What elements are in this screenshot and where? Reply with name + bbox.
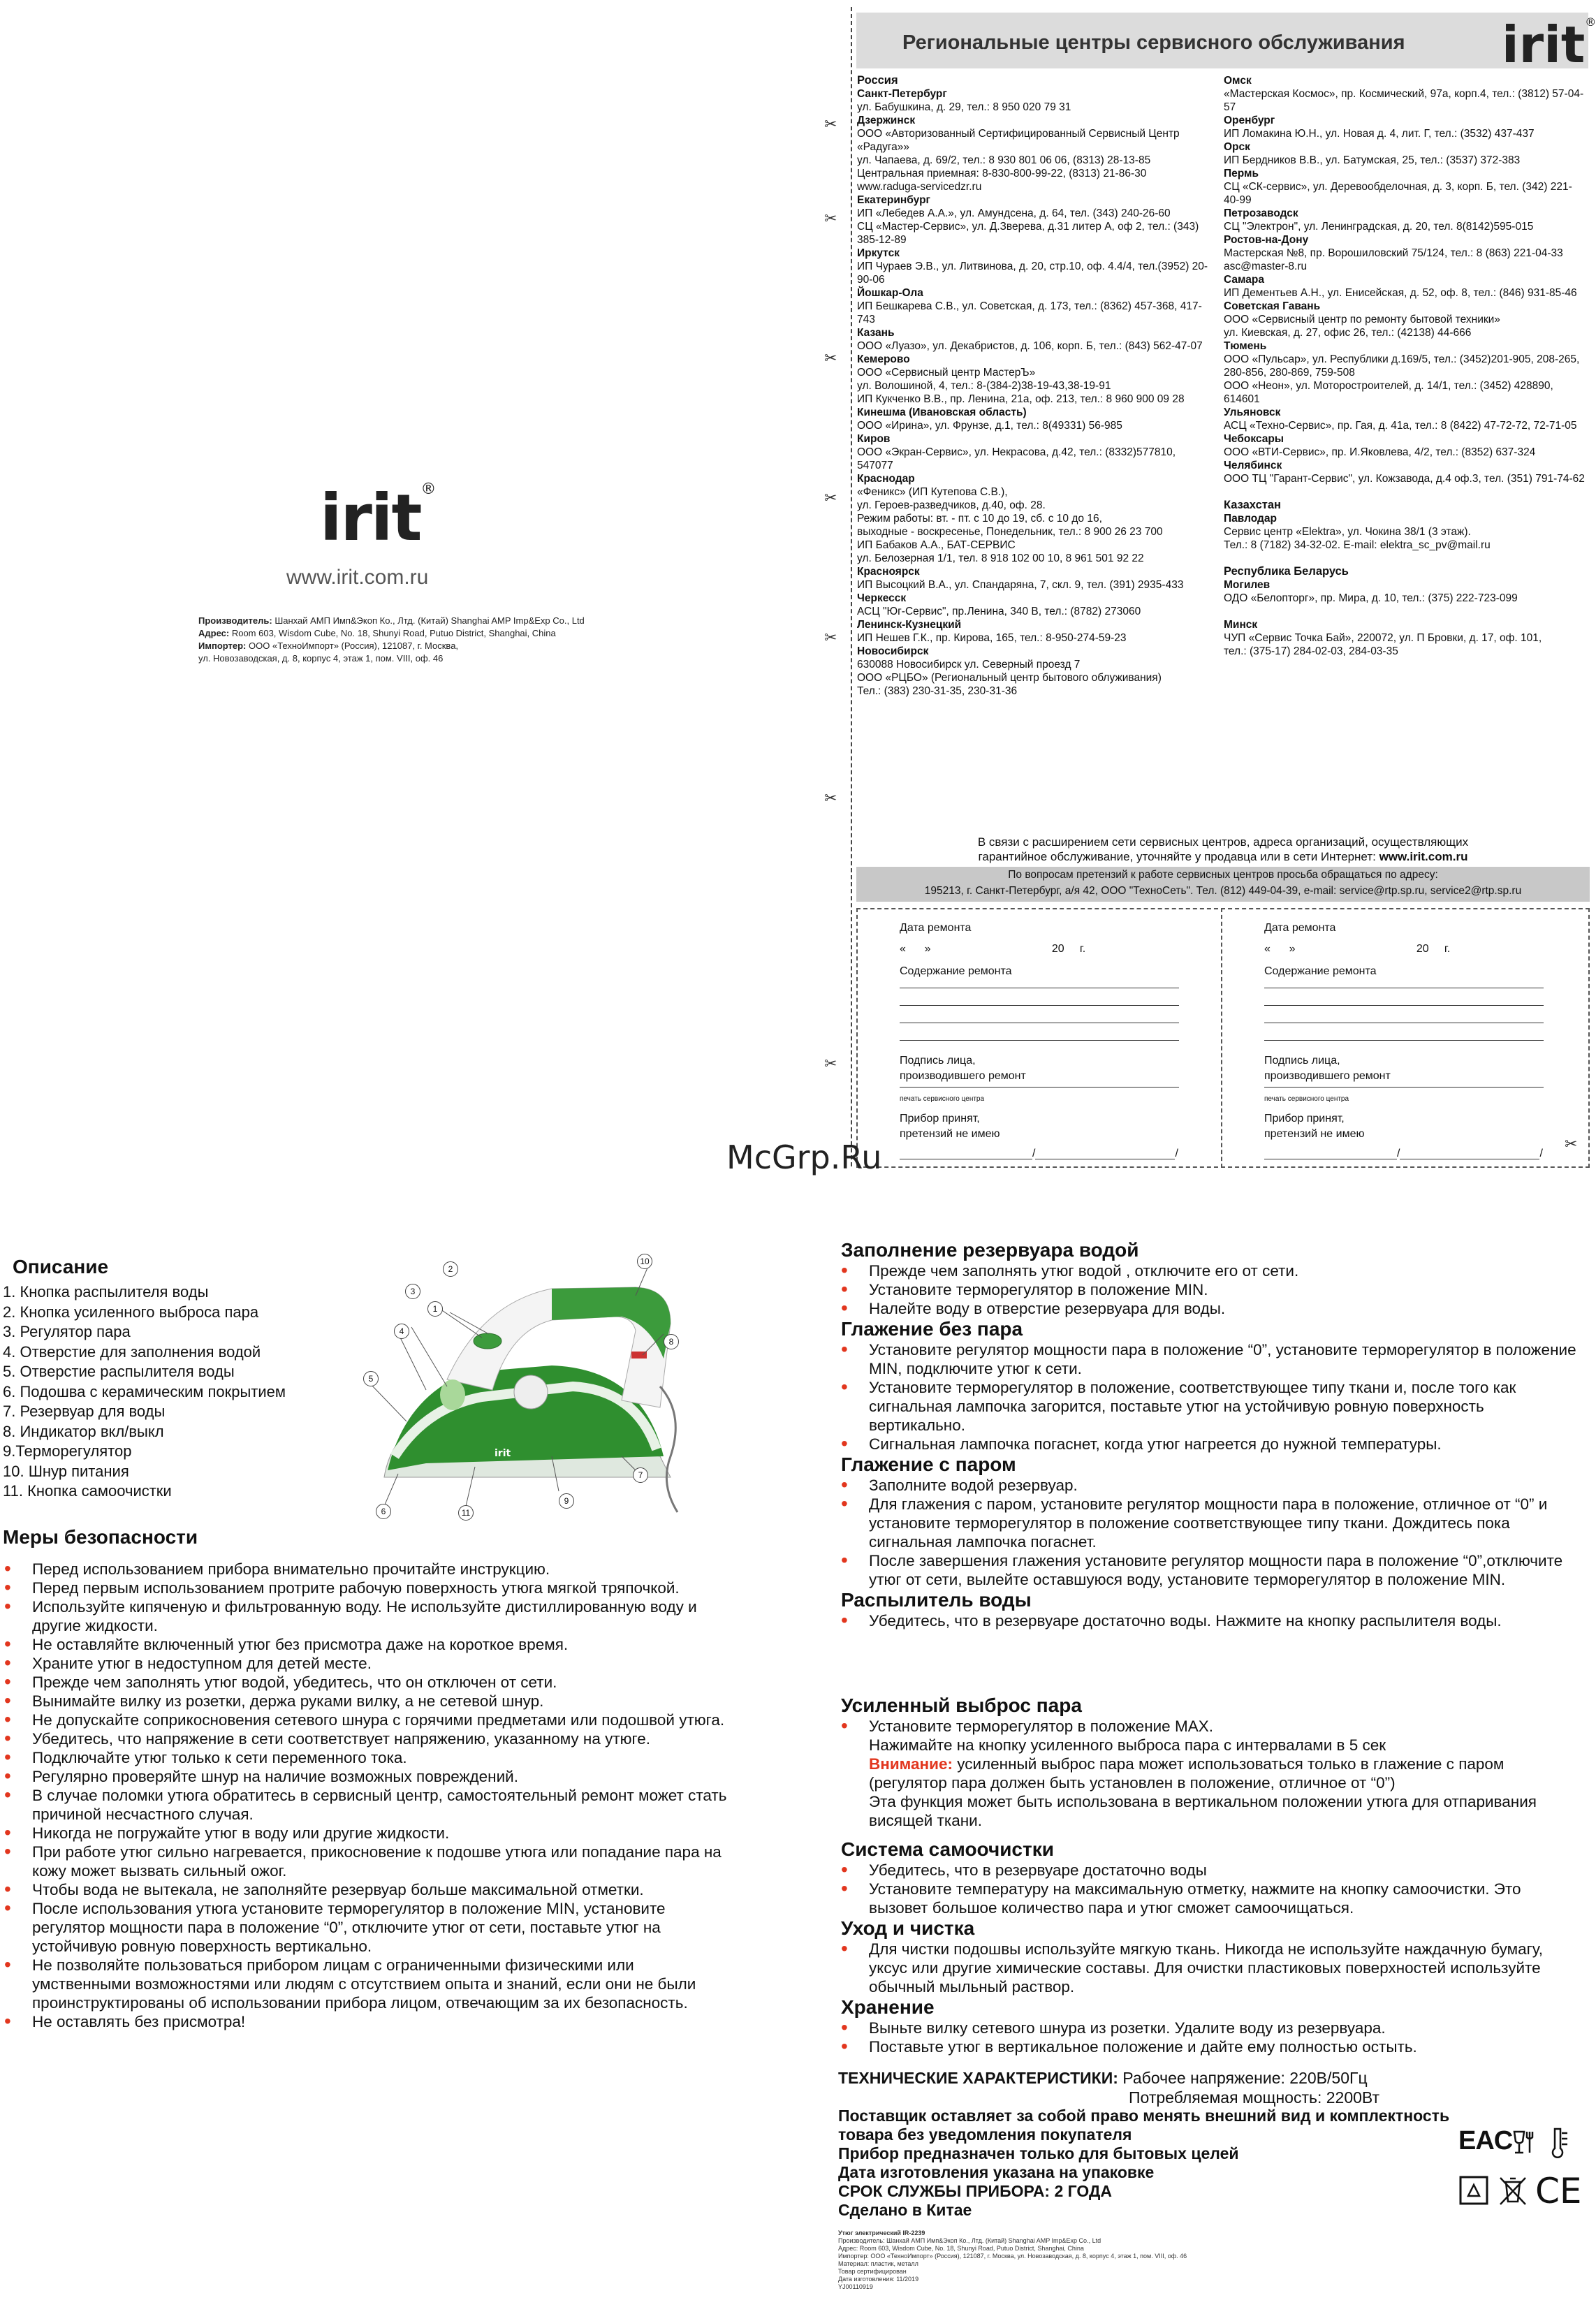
description-item: 9.Терморегулятор — [3, 1442, 132, 1460]
label-line: Товар сертифицирован — [838, 2268, 907, 2275]
coupon-line — [900, 981, 1179, 988]
coupon-sign-label: Подпись лица, — [900, 1055, 976, 1067]
boost-line: Нажимайте на кнопку усиленного выброса пара с интервалами в 5 сек — [869, 1736, 1386, 1754]
section-item: • Установите терморегулятор в положение, соответствующее типу ткани и, после того как сигнальная лампочка загорится, поставьте утюг на устойчивую ровную поверхность вертикально. — [838, 1378, 1579, 1435]
service-entry: «Мастерская Космос», пр. Космический, 97а, корп.4, тел.: (3812) 57-04-57 — [1224, 88, 1584, 113]
notice-line: товара без уведомления покупателя — [838, 2125, 1132, 2144]
service-entry: Тел.: 8 (7182) 34-32-02. E-mail: elektra_sc_pv@mail.ru — [1224, 539, 1491, 551]
safety-item: • Регулярно проверяйте шнур на наличие возможных повреждений. — [1, 1767, 728, 1786]
service-entry: ИП Бердников В.В., ул. Батумская, 25, тел.: (3537) 372-383 — [1224, 154, 1521, 166]
coupon-accept: претензий не имею — [1264, 1128, 1365, 1140]
service-entry: АСЦ «Техно-Сервис», пр. Гая, д. 41а, тел.: 8 (8422) 47-72-72, 72-71-05 — [1224, 420, 1577, 432]
service-city: Орск — [1224, 141, 1250, 153]
service-entry: ООО «Экран-Сервис», ул. Некрасова, д.42, тел.: (8332)577810, 547077 — [857, 446, 1176, 471]
service-city: Советская Гавань — [1224, 300, 1321, 312]
coupon-line — [900, 1016, 1179, 1023]
service-entry: СЦ "Электрон", ул. Ленинградская, д. 20, тел. 8(8142)595-015 — [1224, 221, 1534, 233]
service-note — [856, 835, 1590, 864]
service-entry: СЦ «Мастер-Сервис», ул. Д.Зверева, д.31 литер А, оф 2, тел.: (343) 385-12-89 — [857, 221, 1199, 246]
coupon-date-label: Дата ремонта — [1264, 922, 1336, 934]
safety-item: • Подключайте утюг только к сети переменного тока. — [1, 1748, 728, 1767]
service-entry: ООО ТЦ "Гарант-Сервис", ул. Кожзавода, д.4 оф.3, тел. (351) 791-74-62 — [1224, 473, 1585, 485]
callout-number: 2 — [443, 1261, 458, 1277]
section-list — [838, 2019, 1579, 2056]
service-entry: ООО «Сервисный центр по ремонту бытовой техники» — [1224, 314, 1500, 325]
manufacturer-label: Импортер: — [198, 640, 247, 651]
specs-label: ТЕХНИЧЕСКИЕ ХАРАКТЕРИСТИКИ: — [838, 2069, 1118, 2087]
power-cord — [660, 1386, 678, 1512]
service-entry: ИП Бешкарева С.В., ул. Советская, д. 173, тел.: (8362) 457-368, 417-743 — [857, 300, 1202, 325]
service-city: Екатеринбург — [857, 194, 930, 206]
service-entry: ИП Нешев Г.К., пр. Кирова, 165, тел.: 8-950-274-59-23 — [857, 632, 1127, 644]
notice-line: СРОК СЛУЖБЫ ПРИБОРА: 2 ГОДА — [838, 2182, 1112, 2200]
coupon-line — [900, 1087, 1179, 1088]
service-city: Кинешма (Ивановская область) — [857, 407, 1027, 418]
safety-item: • После использования утюга установите терморегулятор в положение MIN, установите регулятор мощности пара в положение “0”, отключите утюг от сети, поставьте утюг на устойчивую ровную поверхность вертикально. — [1, 1899, 728, 1956]
thermometer-icon — [1544, 2126, 1572, 2160]
description-item: 10. Шнур питания — [3, 1462, 129, 1480]
callout-number: 7 — [633, 1467, 648, 1483]
recycle-box-icon — [1458, 2175, 1489, 2206]
safety-item: • Не оставляйте включенный утюг без присмотра даже на короткое время. — [1, 1635, 728, 1654]
service-entry: ООО «РЦБО» (Региональный центр бытового облуживания) — [857, 672, 1162, 684]
section-title: Хранение — [841, 1996, 935, 2018]
coupon-stamp-label: печать сервисного центра — [900, 1095, 985, 1103]
service-city: Ульяновск — [1224, 407, 1281, 418]
warning-text: усиленный выброс пара может использоваться только в глажение с паром (регулятор пара должен быть установлен в положение, отличное от “0”) — [869, 1755, 1505, 1792]
coupon-divider — [1221, 908, 1222, 1168]
service-country: Россия — [857, 74, 898, 87]
service-entry: СЦ «СК-сервис», ул. Деревообделочная, д. 3, корп. Б, тел. (342) 221-40-99 — [1224, 181, 1572, 206]
coupon-content-label: Содержание ремонта — [1264, 965, 1377, 977]
eac-mark: EAC — [1458, 2126, 1513, 2155]
section-title: Глажение с паром — [841, 1453, 1016, 1475]
section-item: • Установите терморегулятор в положение MIN. — [838, 1280, 1579, 1299]
coupon-accept: претензий не имею — [900, 1128, 1000, 1140]
service-country: Республика Беларусь — [1224, 565, 1349, 578]
coupon-slash: / — [1397, 1148, 1400, 1159]
specs-voltage — [838, 2069, 1368, 2088]
iron-illustration — [342, 1247, 705, 1533]
section-title: Заполнение резервуара водой — [841, 1239, 1139, 1261]
service-city: Дзержинск — [857, 115, 916, 126]
service-entry: ул. Волошиной, 4, тел.: 8-(384-2)38-19-43,38-19-91 — [857, 380, 1111, 392]
service-city: Челябинск — [1224, 460, 1282, 471]
label-line: Материал: пластик, металл — [838, 2260, 918, 2267]
safety-item: • Используйте кипяченую и фильтрованную воду. Не используйте дистиллированную воду и другие жидкости. — [1, 1597, 728, 1635]
service-city: Оренбург — [1224, 115, 1275, 126]
safety-item: • Убедитесь, что напряжение в сети соответствует напряжению, указанному на утюге. — [1, 1729, 728, 1748]
coupon-left — [900, 921, 1193, 1162]
coupon-slash: / — [1175, 1148, 1178, 1159]
section-list — [838, 1611, 1579, 1630]
service-entry: ООО «Луазо», ул. Декабристов, д. 106, корп. Б, тел.: (843) 562-47-07 — [857, 340, 1203, 352]
section-item: • Прежде чем заполнять утюг водой , отключите его от сети. — [838, 1261, 1579, 1280]
service-city: Казань — [857, 327, 895, 339]
notices — [838, 2107, 1537, 2220]
safety-item: • В случае поломки утюга обратитесь в сервисный центр, самостоятельный ремонт может стать причиной несчастного случая. — [1, 1786, 728, 1824]
warning-label: Внимание: — [869, 1755, 953, 1773]
section-list — [838, 1340, 1579, 1453]
service-entry: ОДО «Белопторг», пр. Мира, д. 10, тел.: (375) 222-723-099 — [1224, 592, 1518, 604]
section-item: • Сигнальная лампочка погаснет, когда утюг нагреется до нужной температуры. — [838, 1435, 1579, 1453]
service-entry: ИП Дементьев А.Н., ул. Енисейская, д. 52, оф. 8, тел.: (846) 931-85-46 — [1224, 287, 1577, 299]
service-entry: ООО «Пульсар», ул. Республики д.169/5, тел.: (3452)201-905, 208-265, — [1224, 353, 1580, 365]
callout-number: 6 — [376, 1504, 391, 1519]
safety-item: • Не позволяйте пользоваться прибором лицам с ограниченными физическими или умственными возможностями или людям с отсутствием опыта и знаний, если они не были проинструктированы об использовании прибора лицом, отвечающим за их безопасность. — [1, 1956, 728, 2012]
manufacturer-line — [198, 627, 590, 640]
manufacturer-label: Адрес: — [198, 628, 230, 638]
service-list-left — [857, 74, 1213, 698]
service-entry: Сервис центр «Elektra», ул. Чокина 38/1 (3 этаж). — [1224, 526, 1471, 538]
service-entry: ООО «Сервисный центр МастерЪ» — [857, 367, 1036, 379]
glass-fork-icon — [1509, 2129, 1537, 2157]
boost-line: • Установите терморегулятор в положение MAX. — [838, 1717, 1579, 1736]
description-item: 2. Кнопка усиленного выброса пара — [3, 1303, 259, 1321]
label-line: YJ00110919 — [838, 2283, 873, 2290]
service-entry: ООО «ВТИ-Сервис», пр. И.Яковлева, 4/2, тел.: (8352) 637-324 — [1224, 446, 1536, 458]
coupon-sign-label: производившего ремонт — [1264, 1070, 1391, 1082]
service-entry: 280-856, 280-869, 759-508 — [1224, 367, 1355, 379]
coupon-stamp-label: печать сервисного центра — [1264, 1095, 1349, 1103]
brand-logo: irit® — [320, 481, 435, 555]
service-city: Йошкар-Ола — [857, 287, 923, 299]
coupon-sign-label: Подпись лица, — [1264, 1055, 1340, 1067]
service-city: Ростов-на-Дону — [1224, 234, 1309, 246]
section-item: • После завершения глажения установите регулятор мощности пара в положение “0”,отключите утюг от сети, вылейте оставшуюся воду, установите терморегулятор в положение MIN. — [838, 1551, 1579, 1589]
service-entry: ООО «Авторизованный Сертифицированный Сервисный Центр «Радуга»» — [857, 128, 1180, 153]
callout-number: 11 — [458, 1505, 474, 1521]
service-entry: ул. Белозерная 1/1, тел. 8 918 102 00 10, 8 961 501 92 22 — [857, 552, 1144, 564]
service-city: Иркутск — [857, 247, 900, 259]
service-entry: ИП Бабаков А.А., БАТ-СЕРВИС — [857, 539, 1016, 551]
section-list — [838, 1940, 1579, 1996]
service-entry: ул. Чапаева, д. 69/2, тел.: 8 930 801 06 06, (8313) 28-13-85 — [857, 154, 1151, 166]
manufacturer-label: Производитель: — [198, 615, 272, 626]
description-item: 8. Индикатор вкл/выкл — [3, 1422, 164, 1440]
section-list — [838, 1861, 1579, 1917]
callout-number: 5 — [363, 1371, 379, 1386]
service-entry: ООО «Ирина», ул. Фрунзе, д.1, тел.: 8(49331) 56-985 — [857, 420, 1122, 432]
callout-number: 1 — [427, 1301, 443, 1317]
coupon-accept: Прибор принят, — [1264, 1113, 1345, 1125]
manufacturer-text: ООО «ТехноИмпорт» (Россия), 121087, г. Москва, — [249, 640, 459, 651]
power-indicator — [631, 1352, 647, 1359]
instruction-sections — [838, 1239, 1579, 1630]
service-entry: ИП Чураев Э.В., ул. Литвинова, д. 20, стр.10, оф. 4.4/4, тел.(3952) 20-90-06 — [857, 261, 1208, 286]
brand-url: www.irit.com.ru — [286, 566, 429, 589]
description-title: Описание — [13, 1256, 109, 1277]
coupon-line — [900, 998, 1179, 1006]
safety-item: • При работе утюг сильно нагревается, прикосновение к подошве утюга или попадание пара на кожу может вызвать сильный ожог. — [1, 1843, 728, 1880]
cut-line — [851, 7, 852, 1166]
service-entry: выходные - воскресенье, Понедельник, тел.: 8 900 26 23 700 — [857, 526, 1163, 538]
service-title: Региональные центры сервисного обслуживания — [902, 31, 1405, 54]
coupon-date-line: « » 20 г. — [1264, 943, 1451, 955]
safety-title: Меры безопасности — [3, 1526, 198, 1548]
service-entry: тел.: (375-17) 284-02-03, 284-03-35 — [1224, 645, 1398, 657]
section-item: • Налейте воду в отверстие резервуара для воды. — [838, 1299, 1579, 1318]
manufacturer-line — [198, 615, 590, 627]
service-entry: ул. Героев-разведчиков, д.40, оф. 28. — [857, 499, 1046, 511]
section-title: Глажение без пара — [841, 1318, 1023, 1340]
section-list — [838, 1476, 1579, 1589]
section-item: • Убедитесь, что в резервуаре достаточно воды. Нажмите на кнопку распылителя воды. — [838, 1611, 1579, 1630]
watermark: McGrp.Ru — [726, 1138, 882, 1176]
description-item: 7. Резервуар для воды — [3, 1403, 166, 1420]
manufacturer-line — [198, 640, 590, 652]
steam-regulator — [514, 1375, 548, 1409]
coupon-sign-label: производившего ремонт — [900, 1070, 1026, 1082]
safety-item: • Перед первым использованием протрите рабочую поверхность утюга мягкой тряпочкой. — [1, 1579, 728, 1597]
fill-hole — [440, 1379, 465, 1410]
safety-item: • Не допускайте соприкосновения сетевого шнура с горячими предметами или подошвой утюга. — [1, 1711, 728, 1729]
service-entry: ул. Бабушкина, д. 29, тел.: 8 950 020 79 31 — [857, 101, 1071, 113]
service-logo: irit® — [1502, 15, 1596, 74]
coupon-line — [1264, 1146, 1397, 1159]
product-label — [838, 2229, 1229, 2291]
scissors-icon: ✂ — [824, 789, 837, 807]
description-item: 11. Кнопка самоочистки — [3, 1482, 172, 1500]
section-list — [838, 1261, 1579, 1318]
service-city: Омск — [1224, 75, 1252, 87]
safety-item: • Чтобы вода не вытекала, не заполняйте резервуар больше максимальной отметки. — [1, 1880, 728, 1899]
manufacturer-line — [198, 652, 590, 665]
label-line: Адрес: Room 603, Wisdom Cube, No. 18, Shunyi Road, Putuo District, Shanghai, China — [838, 2245, 1084, 2252]
service-city: Пермь — [1224, 168, 1259, 180]
service-city: Ленинск-Кузнецкий — [857, 619, 962, 631]
specs-voltage-value: Рабочее напряжение: 220В/50Гц — [1118, 2069, 1368, 2087]
spacer — [1224, 552, 1586, 565]
service-entry: Тел.: (383) 230-31-35, 230-31-36 — [857, 685, 1018, 697]
service-entry: ИП Высоцкий В.А., ул. Спандаряна, 7, скл. 9, тел. (391) 2935-433 — [857, 579, 1184, 591]
service-city: Черкесск — [857, 592, 907, 604]
notice-line: Прибор предназначен только для бытовых целей — [838, 2144, 1239, 2162]
service-city: Тюмень — [1224, 340, 1267, 352]
notice-line: Сделано в Китае — [838, 2201, 972, 2219]
boost-body — [838, 1717, 1579, 1830]
service-city: Самара — [1224, 274, 1264, 286]
service-note-url[interactable]: www.irit.com.ru — [1379, 850, 1468, 863]
coupon-line — [1035, 1146, 1175, 1159]
coupon-line — [1264, 1087, 1544, 1088]
service-entry: ИП Ломакина Ю.Н., ул. Новая д. 4, лит. Г, тел.: (3532) 437-437 — [1224, 128, 1535, 140]
specs-power: Потребляемая мощность: 2200Вт — [1129, 2088, 1380, 2107]
safety-item: • Перед использованием прибора внимательно прочитайте инструкцию. — [1, 1560, 728, 1579]
service-entry: asc@master-8.ru — [1224, 261, 1308, 272]
safety-item: • Прежде чем заполнять утюг водой, убедитесь, что он отключен от сети. — [1, 1673, 728, 1692]
section-item: • Заполните водой резервуар. — [838, 1476, 1579, 1495]
callout-number: 10 — [637, 1254, 652, 1269]
label-line: Импортер: ООО «ТехноИмпорт» (Россия), 121087, г. Москва, ул. Новозаводская, д. 8, корпус 4, этаж 1, пом. VIII, оф. 46 — [838, 2253, 1187, 2260]
coupon-line — [1264, 981, 1544, 988]
service-city: Новосибирск — [857, 645, 929, 657]
service-city: Красноярск — [857, 566, 920, 578]
service-city: Могилев — [1224, 579, 1271, 591]
section-item: • Убедитесь, что в резервуаре достаточно воды — [838, 1861, 1579, 1880]
service-note-line2: гарантийное обслуживание, уточняйте у продавца или в сети Интернет: — [978, 850, 1379, 863]
notice-line: Дата изготовления указана на упаковке — [838, 2163, 1155, 2181]
instruction-sections-2 — [838, 1838, 1579, 2056]
service-city: Минск — [1224, 619, 1258, 631]
coupon-content-label: Содержание ремонта — [900, 965, 1012, 977]
boost-section — [838, 1694, 1579, 1830]
coupon-slash: / — [1539, 1148, 1543, 1159]
service-entry: ЧУП «Сервис Точка Бай», 220072, ул. П Бровки, д. 17, оф. 101, — [1224, 632, 1542, 644]
callout-number: 8 — [664, 1334, 679, 1349]
safety-item: • Не оставлять без присмотра! — [1, 2012, 728, 2031]
section-item: • Установите температуру на максимальную отметку, нажмите на кнопку самоочистки. Это вызовет большое количество пара и утюг сможет самоочищаться. — [838, 1880, 1579, 1917]
section-item: • Установите регулятор мощности пара в положение “0”, установите терморегулятор в положение MIN, подключите утюг к сети. — [838, 1340, 1579, 1378]
coupon-date-label: Дата ремонта — [900, 922, 972, 934]
section-item: • Для глажения с паром, установите регулятор мощности пара в положение, отличное от “0” и установите терморегулятор в положение соответствующее типу ткани. Дождитесь пока сигнальная лампочка погаснет. — [838, 1495, 1579, 1551]
registered-mark: ® — [420, 481, 435, 498]
description-item: 5. Отверстие распылителя воды — [3, 1363, 235, 1380]
service-city: Чебоксары — [1224, 433, 1284, 445]
scissors-icon: ✂ — [824, 210, 837, 227]
service-entry: АСЦ "Юг-Сервис", пр.Ленина, 340 В, тел.: (8782) 273060 — [857, 606, 1141, 617]
callout-number: 9 — [559, 1493, 574, 1509]
safety-list — [1, 1560, 728, 2031]
coupon-signature-row — [1264, 1146, 1558, 1162]
coupon-accept: Прибор принят, — [900, 1113, 980, 1125]
service-entry: ООО «Неон», ул. Моторостроителей, д. 14/1, тел.: (3452) 428890, 614601 — [1224, 380, 1553, 405]
label-line: Производитель: Шанхай АМП Имп&Экоп Ко., Лтд. (Китай) Shanghai AMP Imp&Exp Co., Ltd — [838, 2237, 1101, 2244]
service-entry: 630088 Новосибирск ул. Северный проезд 7 — [857, 659, 1081, 671]
spray-button — [474, 1333, 502, 1349]
section-title: Система самоочистки — [841, 1838, 1054, 1860]
section-title: Уход и чистка — [841, 1917, 975, 1939]
manufacturer-text: Шанхай АМП Имп&Экоп Ко., Лтд. (Китай) Shanghai AMP Imp&Exp Co., Ltd — [274, 615, 585, 626]
section-item: • Выньте вилку сетевого шнура из розетки. Удалите воду из резервуара. — [838, 2019, 1579, 2037]
scissors-icon: ✂ — [824, 629, 837, 646]
coupon-date-line: « » 20 г. — [900, 943, 1086, 955]
scissors-icon: ✂ — [1565, 1135, 1578, 1152]
service-entry: «Феникс» (ИП Кутепова С.В.), — [857, 486, 1008, 498]
safety-item: • Храните утюг в недоступном для детей месте. — [1, 1654, 728, 1673]
section-item: • Для чистки подошвы используйте мягкую ткань. Никогда не используйте наждачную бумагу, уксус или другие химические составы. Для очистки пластиковых поверхностей используйте обычный мыльный раствор. — [838, 1940, 1579, 1996]
cert-marks — [1439, 2126, 1586, 2224]
coupon-signature-row — [900, 1146, 1193, 1162]
service-city: Киров — [857, 433, 891, 445]
coupon-line — [900, 1033, 1179, 1041]
manufacturer-text: Room 603, Wisdom Cube, No. 18, Shunyi Road, Putuo District, Shanghai, China — [231, 628, 556, 638]
boost-title: Усиленный выброс пара — [841, 1694, 1082, 1716]
claims-line1: По вопросам претензий к работе сервисных центров просьба обращаться по адресу: — [1008, 869, 1438, 881]
ce-mark: CE — [1535, 2171, 1582, 2211]
service-note-line1: В связи с расширением сети сервисных центров, адреса организаций, осуществляющих — [977, 835, 1469, 849]
service-city: Кемерово — [857, 353, 910, 365]
description-list — [3, 1282, 338, 1502]
coupon-line — [1264, 1033, 1544, 1041]
label-line: Дата изготовления: 11/2019 — [838, 2276, 919, 2283]
service-entry: ИП Кукченко В.В., пр. Ленина, 21а, оф. 213, тел.: 8 960 900 09 28 — [857, 393, 1185, 405]
safety-item: • Вынимайте вилку из розетки, держа руками вилку, а не сетевой шнур. — [1, 1692, 728, 1711]
safety-item: • Никогда не погружайте утюг в воду или другие жидкости. — [1, 1824, 728, 1843]
scissors-icon: ✂ — [824, 349, 837, 367]
spacer — [1224, 485, 1586, 499]
service-entry: ул. Киевская, д. 27, офис 26, тел.: (42138) 44-666 — [1224, 327, 1472, 339]
boost-line: Эта функция может быть использована в вертикальном положении утюга для отпаривания висящей ткани. — [869, 1793, 1537, 1829]
scissors-icon: ✂ — [824, 489, 837, 506]
label-line: Утюг электрический IR-2239 — [838, 2229, 925, 2236]
scissors-icon: ✂ — [824, 115, 837, 133]
service-country: Казахстан — [1224, 499, 1281, 511]
weee-bin-icon — [1498, 2175, 1528, 2207]
service-entry: ИП «Лебедев А.А.», ул. Амундсена, д. 64, тел. (343) 240-26-60 — [857, 207, 1171, 219]
description-item: 6. Подошва с керамическим покрытием — [3, 1382, 286, 1400]
coupon-line — [1400, 1146, 1539, 1159]
coupon-slash: / — [1032, 1148, 1036, 1159]
description-item: 4. Отверстие для заполнения водой — [3, 1342, 261, 1361]
service-list-right — [1224, 74, 1586, 658]
claims-line2: 195213, г. Санкт-Петербург, а/я 42, ООО "ТехноСеть". Тел. (812) 449-04-39, e-mail: service@rtp.sp.ru, service2@rtp.sp.ru — [924, 885, 1522, 897]
service-city: Санкт-Петербург — [857, 88, 947, 100]
callout-number: 4 — [394, 1324, 409, 1339]
claims-box — [856, 867, 1590, 902]
callout-number: 3 — [405, 1284, 420, 1299]
scissors-icon: ✂ — [824, 1055, 837, 1072]
section-item: • Поставьте утюг в вертикальное положение и дайте ему полностью остыть. — [838, 2037, 1579, 2056]
service-entry: www.raduga-servicedzr.ru — [857, 181, 982, 193]
description-item: 3. Регулятор пара — [3, 1323, 131, 1340]
section-title: Распылитель воды — [841, 1589, 1032, 1611]
service-entry: Режим работы: вт. - пт. с 10 до 19, сб. с 10 до 16, — [857, 513, 1102, 525]
iron-logo: irit — [495, 1448, 511, 1459]
manufacturer-info — [198, 615, 590, 665]
service-entry: Мастерская №8, пр. Ворошиловский 75/124, тел.: 8 (863) 221-04-33 — [1224, 247, 1563, 259]
coupon-right — [1264, 921, 1558, 1162]
service-city: Петрозаводск — [1224, 207, 1298, 219]
service-city: Краснодар — [857, 473, 915, 485]
coupon-line — [1264, 1016, 1544, 1023]
notice-line: Поставщик оставляет за собой право менять внешний вид и комплектность — [838, 2107, 1450, 2125]
boost-warning — [869, 1755, 1579, 1792]
service-entry: Центральная приемная: 8-830-800-99-22, (8313) 21-86-30 — [857, 168, 1147, 180]
coupon-line — [900, 1146, 1032, 1159]
description-item: 1. Кнопка распылителя воды — [3, 1283, 209, 1301]
spacer — [1224, 605, 1586, 618]
manufacturer-text: ул. Новозаводская, д. 8, корпус 4, этаж 1, пом. VIII, оф. 46 — [198, 653, 444, 664]
coupon-line — [1264, 998, 1544, 1006]
service-city: Павлодар — [1224, 513, 1277, 525]
